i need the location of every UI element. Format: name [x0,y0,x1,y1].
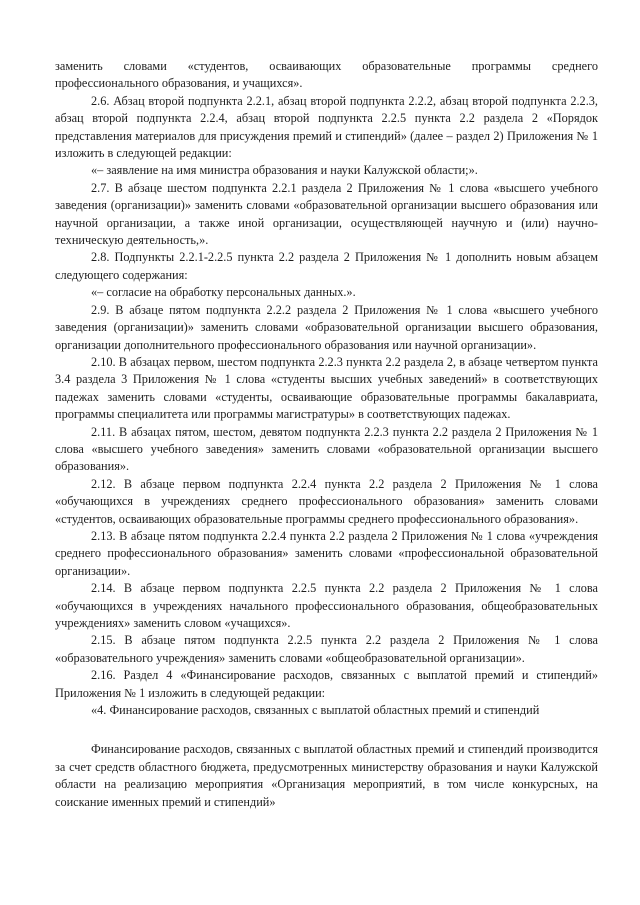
paragraph-2-12: 2.12. В абзаце первом подпункта 2.2.4 пункта 2.2 раздела 2 Приложения № 1 слова «обучающихся в учреждениях среднего профессионального образования» заменить словами «студентов, осваивающих образовательные программы среднего профессионального образования». [55,476,598,526]
paragraph-2-6: 2.6. Абзац второй подпункта 2.2.1, абзац второй подпункта 2.2.2, абзац второй подпункта 2.2.3, абзац второй подпункта 2.2.4, абзац второй подпункта 2.2.5 пункта 2.2 раздела 2 «Порядок представления материалов для присуждения премий и стипендий» (далее – раздел 2) Приложения № 1 изложить в следующей редакции: [55,93,598,161]
paragraph-2-10: 2.10. В абзацах первом, шестом подпункта 2.2.3 пункта 2.2 раздела 2, в абзаце четвертом пункта 3.4 раздела 3 Приложения № 1 слова «студенты высших учебных заведений» в соответствующих падежах заменить словами «студенты, осваивающие образовательные программы бакалавриата, программы специалитета или программы магистратуры» в соответствующих падежах. [55,354,598,422]
paragraph-2-8: 2.8. Подпункты 2.2.1-2.2.5 пункта 2.2 раздела 2 Приложения № 1 дополнить новым абзацем следующего содержания: [55,250,598,282]
paragraph-gap [55,719,598,741]
paragraph-2-13: 2.13. В абзаце пятом подпункта 2.2.4 пункта 2.2 раздела 2 Приложения № 1 слова «учреждения среднего профессионального образования» заменить словами «профессиональной образовательной организации». [55,528,598,578]
paragraph-2-14: 2.14. В абзаце первом подпункта 2.2.5 пункта 2.2 раздела 2 Приложения № 1 слова «обучающихся в учреждениях начального профессионального образования, общеобразовательных учреждениях» заменить словом «учащихся». [55,581,598,630]
paragraph-2-15: 2.15. В абзаце пятом подпункта 2.2.5 пункта 2.2 раздела 2 Приложения № 1 слова «образовательного учреждения» заменить словами «общеобразовательной организации». [55,633,598,665]
paragraph-2-16: 2.16. Раздел 4 «Финансирование расходов, связанных с выплатой премий и стипендий» Приложения № 1 изложить в следующей редакции: [55,668,598,700]
paragraph-financing: Финансирование расходов, связанных с выплатой областных премий и стипендий производится за счет средств областного бюджета, предусмотренных министерству образования и науки Калужской области на реализацию мероприятия «Организация мероприятий, в том числе конкурсных, на соискание именных премий и стипендий» [55,742,598,809]
paragraph-2-6-quote: «– заявление на имя министра образования и науки Калужской области;». [91,163,478,178]
paragraph-2-8-quote: «– согласие на обработку персональных данных.». [91,285,356,300]
section-4-heading: «4. Финансирование расходов, связанных с выплатой областных премий и стипендий [91,703,540,718]
paragraph-2-11: 2.11. В абзацах пятом, шестом, девятом подпункта 2.2.3 пункта 2.2 раздела 2 Приложения № 1 слова «высшего учебного заведения» заменить словами «образовательной организации высшего образования». [55,424,598,474]
document-page [55,58,598,811]
paragraph-2-7: 2.7. В абзаце шестом подпункта 2.2.1 раздела 2 Приложения № 1 слова «высшего учебного заведения (организации)» заменить словами «образовательной организации высшего образования или научной организации, а также иной организации, осуществляющей научную и (или) научно-техническую деятельность,». [55,180,598,248]
paragraph-continuation: заменить словами «студентов, осваивающих образовательные программы среднего профессионального образования, и учащихся». [55,59,598,91]
paragraph-2-9: 2.9. В абзаце пятом подпункта 2.2.2 раздела 2 Приложения № 1 слова «высшего учебного заведения (организации)» заменить словами «образовательной организации высшего образования, организации дополнительного профессионального образования или научной организации». [55,302,598,352]
